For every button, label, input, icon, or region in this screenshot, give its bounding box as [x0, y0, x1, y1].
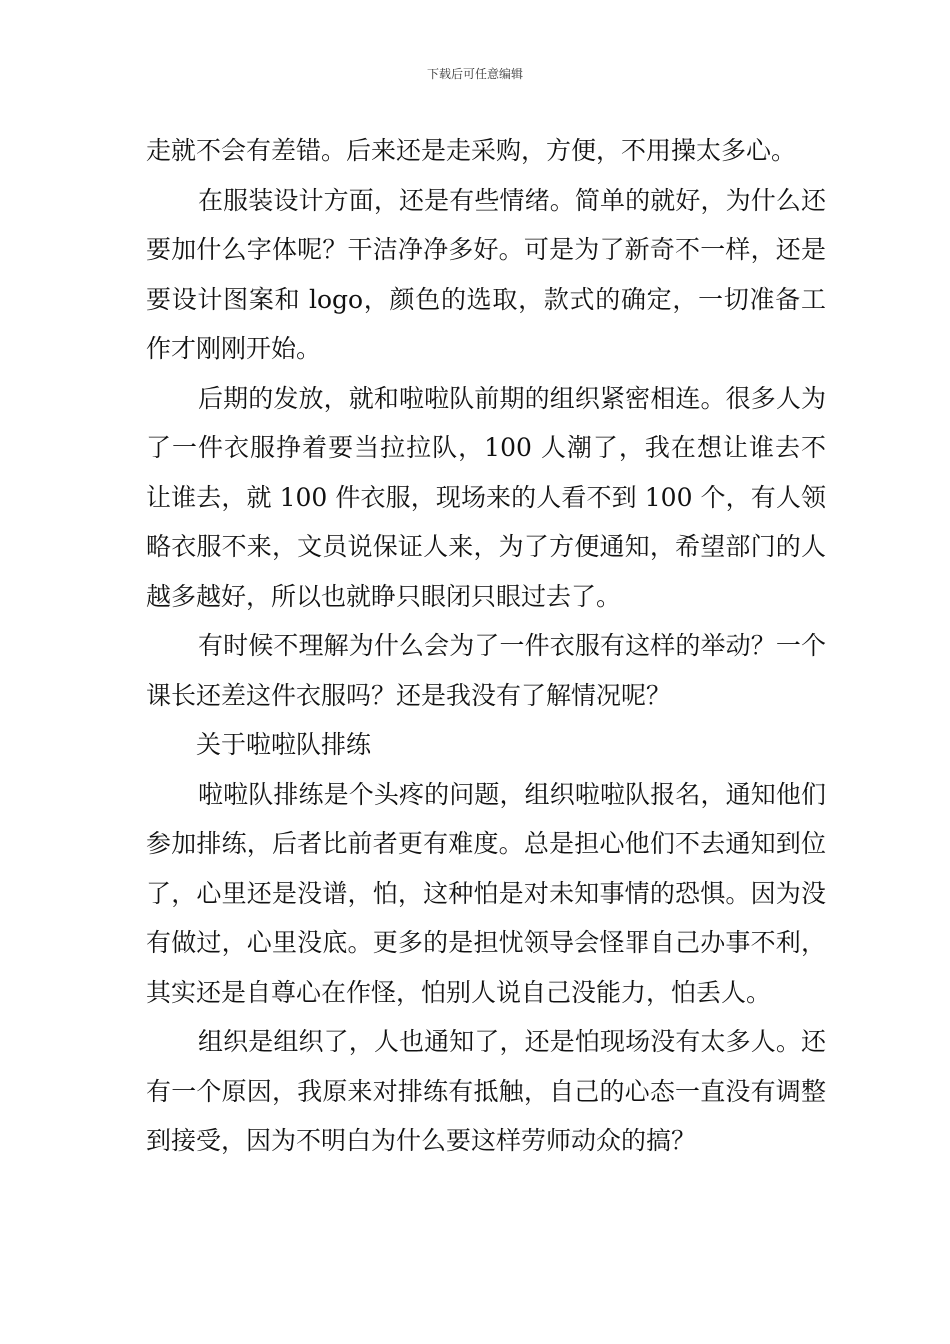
paragraph-organization: 组织是组织了，人也通知了，还是怕现场没有太多人。还有一个原因，我原来对排练有抵触，自己的心态一直没有调整到接受，因为不明白为什么要这样劳师动众的搞？: [146, 1027, 826, 1155]
section-heading: 关于啦啦队排练: [196, 730, 372, 759]
document-body: [146, 126, 826, 1166]
paragraph-distribution: 后期的发放，就和啦啦队前期的组织紧密相连。很多人为了一件衣服挣着要当拉拉队，100 人潮了，我在想让谁去不让谁去，就 100 件衣服，现场来的人看不到 100 个，有人领略衣服不来，文员说保证人来，为了方便通知，希望部门的人越多越好，所以也就睁只眼闭只眼过去了。: [146, 383, 826, 611]
paragraph-reflection: 有时候不理解为什么会为了一件衣服有这样的举动？一个课长还差这件衣服吗？还是我没有了解情况呢？: [146, 631, 826, 710]
paragraph-rehearsal: 啦啦队排练是个头疼的问题，组织啦啦队报名，通知他们参加排练，后者比前者更有难度。总是担心他们不去通知到位了，心里还是没谱，怕，这种怕是对未知事情的恐惧。因为没有做过，心里没底。更多的是担忧领导会怪罪自己办事不利，其实还是自尊心在作怪，怕别人说自己没能力，怕丢人。: [146, 779, 826, 1007]
paragraph-continuation: 走就不会有差错。后来还是走采购，方便，不用操太多心。: [146, 136, 797, 165]
page-header: 下载后可任意编辑: [426, 67, 523, 81]
paragraph-clothing-design: 在服装设计方面，还是有些情绪。简单的就好，为什么还要加什么字体呢？干洁净净多好。可是为了新奇不一样，还是要设计图案和 logo，颜色的选取，款式的确定，一切准备工作才刚刚开始。: [146, 185, 826, 363]
